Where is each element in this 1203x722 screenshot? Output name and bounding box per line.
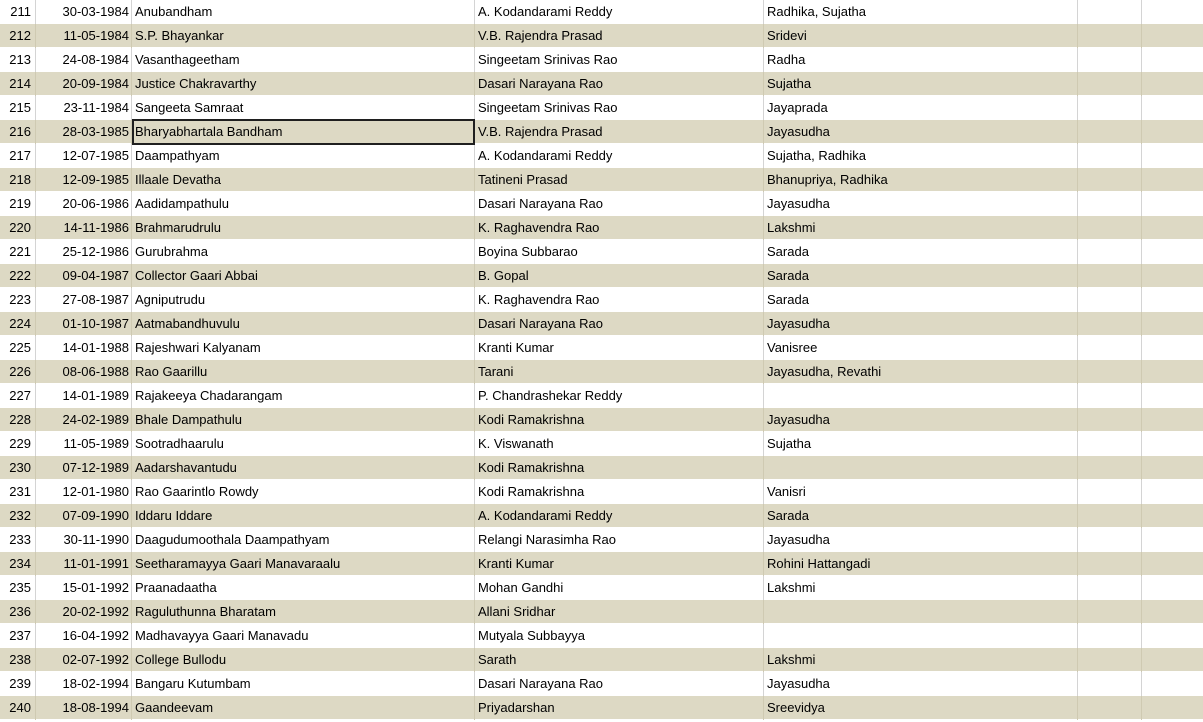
table-row [0, 672, 1203, 696]
movie-title-cell[interactable]: Illaale Devatha [132, 168, 475, 192]
row-number-cell[interactable]: 232 [0, 504, 36, 528]
director-cell[interactable]: Dasari Narayana Rao [475, 672, 764, 696]
movie-title-cell[interactable]: Aadidampathulu [132, 192, 475, 216]
empty-cell[interactable] [1142, 240, 1203, 264]
empty-cell[interactable] [1078, 576, 1142, 600]
empty-cell[interactable] [1078, 648, 1142, 672]
director-cell[interactable]: Mutyala Subbayya [475, 624, 764, 648]
actress-cell[interactable]: Jayasudha [764, 120, 1078, 144]
movie-title-cell[interactable]: Justice Chakravarthy [132, 72, 475, 96]
empty-cell[interactable] [1078, 408, 1142, 432]
director-cell[interactable]: Dasari Narayana Rao [475, 72, 764, 96]
actress-cell[interactable]: Vanisree [764, 336, 1078, 360]
actress-cell[interactable] [764, 384, 1078, 408]
empty-cell[interactable] [1142, 672, 1203, 696]
empty-cell[interactable] [1142, 216, 1203, 240]
release-date-cell[interactable]: 18-02-1994 [36, 672, 132, 696]
release-date-cell[interactable]: 12-09-1985 [36, 168, 132, 192]
actress-cell[interactable]: Sujatha [764, 72, 1078, 96]
table-row [0, 168, 1203, 192]
empty-cell[interactable] [1078, 432, 1142, 456]
director-cell[interactable]: Mohan Gandhi [475, 576, 764, 600]
movie-title-cell[interactable]: Daagudumoothala Daampathyam [132, 528, 475, 552]
table-row [0, 288, 1203, 312]
release-date-cell[interactable]: 20-09-1984 [36, 72, 132, 96]
table-row [0, 312, 1203, 336]
director-cell[interactable]: K. Raghavendra Rao [475, 216, 764, 240]
empty-cell[interactable] [1142, 72, 1203, 96]
actress-cell[interactable]: Sreevidya [764, 696, 1078, 720]
row-number-cell[interactable]: 230 [0, 456, 36, 480]
row-number-cell[interactable]: 240 [0, 696, 36, 720]
row-number-cell[interactable]: 220 [0, 216, 36, 240]
director-cell[interactable]: B. Gopal [475, 264, 764, 288]
table-row [0, 480, 1203, 504]
director-cell[interactable]: Priyadarshan [475, 696, 764, 720]
table-row [0, 336, 1203, 360]
row-number-cell[interactable]: 222 [0, 264, 36, 288]
empty-cell[interactable] [1142, 288, 1203, 312]
empty-cell[interactable] [1078, 312, 1142, 336]
empty-cell[interactable] [1078, 696, 1142, 720]
movie-title-cell[interactable]: Praanadaatha [132, 576, 475, 600]
actress-cell[interactable]: Bhanupriya, Radhika [764, 168, 1078, 192]
empty-cell[interactable] [1142, 96, 1203, 120]
director-cell[interactable]: Relangi Narasimha Rao [475, 528, 764, 552]
actress-cell[interactable]: Sarada [764, 240, 1078, 264]
row-number-cell[interactable]: 235 [0, 576, 36, 600]
row-number-cell[interactable]: 227 [0, 384, 36, 408]
movie-title-cell[interactable]: Collector Gaari Abbai [132, 264, 475, 288]
director-cell[interactable]: Kodi Ramakrishna [475, 408, 764, 432]
actress-cell[interactable]: Sridevi [764, 24, 1078, 48]
director-cell[interactable]: K. Raghavendra Rao [475, 288, 764, 312]
actress-cell[interactable]: Radha [764, 48, 1078, 72]
empty-cell[interactable] [1078, 144, 1142, 168]
empty-cell[interactable] [1078, 624, 1142, 648]
release-date-cell[interactable]: 12-01-1980 [36, 480, 132, 504]
release-date-cell[interactable]: 11-05-1984 [36, 24, 132, 48]
release-date-cell[interactable]: 28-03-1985 [36, 120, 132, 144]
row-number-cell[interactable]: 225 [0, 336, 36, 360]
empty-cell[interactable] [1078, 168, 1142, 192]
release-date-cell[interactable]: 15-01-1992 [36, 576, 132, 600]
director-cell[interactable]: Singeetam Srinivas Rao [475, 96, 764, 120]
actress-cell[interactable]: Sarada [764, 504, 1078, 528]
movie-title-cell[interactable]: Seetharamayya Gaari Manavaraalu [132, 552, 475, 576]
table-row [0, 624, 1203, 648]
actress-cell[interactable]: Jayasudha [764, 408, 1078, 432]
director-cell[interactable]: A. Kodandarami Reddy [475, 504, 764, 528]
table-row [0, 648, 1203, 672]
movie-title-cell[interactable]: Madhavayya Gaari Manavadu [132, 624, 475, 648]
empty-cell[interactable] [1078, 120, 1142, 144]
empty-cell[interactable] [1078, 24, 1142, 48]
table-row [0, 600, 1203, 624]
empty-cell[interactable] [1078, 360, 1142, 384]
empty-cell[interactable] [1078, 264, 1142, 288]
director-cell[interactable]: Boyina Subbarao [475, 240, 764, 264]
row-number-cell[interactable]: 221 [0, 240, 36, 264]
actress-cell[interactable]: Jayasudha [764, 528, 1078, 552]
empty-cell[interactable] [1142, 264, 1203, 288]
movie-title-cell[interactable]: Rajeshwari Kalyanam [132, 336, 475, 360]
table-row [0, 72, 1203, 96]
table-row [0, 576, 1203, 600]
table-row [0, 504, 1203, 528]
release-date-cell[interactable]: 08-06-1988 [36, 360, 132, 384]
release-date-cell[interactable]: 30-03-1984 [36, 0, 132, 24]
row-number-cell[interactable]: 211 [0, 0, 36, 24]
director-cell[interactable]: A. Kodandarami Reddy [475, 0, 764, 24]
director-cell[interactable]: V.B. Rajendra Prasad [475, 120, 764, 144]
row-number-cell[interactable]: 217 [0, 144, 36, 168]
table-row [0, 696, 1203, 720]
actress-cell[interactable]: Jayasudha, Revathi [764, 360, 1078, 384]
table-row [0, 0, 1203, 24]
empty-cell[interactable] [1142, 624, 1203, 648]
empty-cell[interactable] [1142, 432, 1203, 456]
table-row [0, 432, 1203, 456]
empty-cell[interactable] [1078, 672, 1142, 696]
movie-title-cell[interactable]: Raguluthunna Bharatam [132, 600, 475, 624]
release-date-cell[interactable]: 11-01-1991 [36, 552, 132, 576]
row-number-cell[interactable]: 228 [0, 408, 36, 432]
empty-cell[interactable] [1142, 192, 1203, 216]
empty-cell[interactable] [1078, 480, 1142, 504]
table-row [0, 456, 1203, 480]
table-row [0, 144, 1203, 168]
director-cell[interactable]: Singeetam Srinivas Rao [475, 48, 764, 72]
movie-title-cell[interactable]: Sangeeta Samraat [132, 96, 475, 120]
empty-cell[interactable] [1142, 48, 1203, 72]
row-number-cell[interactable]: 214 [0, 72, 36, 96]
row-number-cell[interactable]: 219 [0, 192, 36, 216]
row-number-cell[interactable]: 212 [0, 24, 36, 48]
empty-cell[interactable] [1078, 72, 1142, 96]
row-number-cell[interactable]: 213 [0, 48, 36, 72]
movie-title-cell[interactable]: Gaandeevam [132, 696, 475, 720]
release-date-cell[interactable]: 01-10-1987 [36, 312, 132, 336]
director-cell[interactable]: Dasari Narayana Rao [475, 192, 764, 216]
release-date-cell[interactable]: 14-01-1988 [36, 336, 132, 360]
table-row [0, 192, 1203, 216]
movie-title-cell[interactable]: Anubandham [132, 0, 475, 24]
table-row [0, 528, 1203, 552]
actress-cell[interactable]: Sujatha [764, 432, 1078, 456]
actress-cell[interactable] [764, 624, 1078, 648]
actress-cell[interactable] [764, 600, 1078, 624]
table-row [0, 360, 1203, 384]
release-date-cell[interactable]: 09-04-1987 [36, 264, 132, 288]
empty-cell[interactable] [1078, 528, 1142, 552]
actress-cell[interactable]: Sarada [764, 288, 1078, 312]
empty-cell[interactable] [1078, 504, 1142, 528]
release-date-cell[interactable]: 27-08-1987 [36, 288, 132, 312]
release-date-cell[interactable]: 07-09-1990 [36, 504, 132, 528]
actress-cell[interactable]: Vanisri [764, 480, 1078, 504]
actress-cell[interactable]: Lakshmi [764, 216, 1078, 240]
empty-cell[interactable] [1078, 384, 1142, 408]
empty-cell[interactable] [1142, 552, 1203, 576]
row-number-cell[interactable]: 237 [0, 624, 36, 648]
row-number-cell[interactable]: 233 [0, 528, 36, 552]
row-number-cell[interactable]: 223 [0, 288, 36, 312]
table-row [0, 240, 1203, 264]
row-number-cell[interactable]: 231 [0, 480, 36, 504]
empty-cell[interactable] [1142, 456, 1203, 480]
actress-cell[interactable] [764, 456, 1078, 480]
empty-cell[interactable] [1142, 504, 1203, 528]
empty-cell[interactable] [1142, 600, 1203, 624]
row-number-cell[interactable]: 216 [0, 120, 36, 144]
empty-cell[interactable] [1078, 0, 1142, 24]
actress-cell[interactable]: Sujatha, Radhika [764, 144, 1078, 168]
table-row [0, 408, 1203, 432]
empty-cell[interactable] [1142, 648, 1203, 672]
empty-cell[interactable] [1142, 24, 1203, 48]
empty-cell[interactable] [1078, 96, 1142, 120]
table-row [0, 264, 1203, 288]
actress-cell[interactable]: Jayasudha [764, 672, 1078, 696]
empty-cell[interactable] [1142, 144, 1203, 168]
table-row [0, 552, 1203, 576]
release-date-cell[interactable]: 24-08-1984 [36, 48, 132, 72]
table-row [0, 120, 1203, 144]
release-date-cell[interactable]: 14-01-1989 [36, 384, 132, 408]
row-number-cell[interactable]: 224 [0, 312, 36, 336]
director-cell[interactable]: Allani Sridhar [475, 600, 764, 624]
empty-cell[interactable] [1142, 696, 1203, 720]
director-cell[interactable]: K. Viswanath [475, 432, 764, 456]
movie-title-cell[interactable]: Vasanthageetham [132, 48, 475, 72]
actress-cell[interactable]: Jayaprada [764, 96, 1078, 120]
release-date-cell[interactable]: 14-11-1986 [36, 216, 132, 240]
movie-title-cell[interactable]: Rao Gaarintlo Rowdy [132, 480, 475, 504]
release-date-cell[interactable]: 25-12-1986 [36, 240, 132, 264]
director-cell[interactable]: V.B. Rajendra Prasad [475, 24, 764, 48]
row-number-cell[interactable]: 226 [0, 360, 36, 384]
actress-cell[interactable]: Rohini Hattangadi [764, 552, 1078, 576]
empty-cell[interactable] [1142, 120, 1203, 144]
table-row [0, 216, 1203, 240]
empty-cell[interactable] [1142, 0, 1203, 24]
release-date-cell[interactable]: 23-11-1984 [36, 96, 132, 120]
empty-cell[interactable] [1078, 48, 1142, 72]
empty-cell[interactable] [1142, 408, 1203, 432]
director-cell[interactable]: Dasari Narayana Rao [475, 312, 764, 336]
actress-cell[interactable]: Sarada [764, 264, 1078, 288]
movie-title-cell[interactable]: Bangaru Kutumbam [132, 672, 475, 696]
empty-cell[interactable] [1142, 312, 1203, 336]
movie-title-cell[interactable]: S.P. Bhayankar [132, 24, 475, 48]
release-date-cell[interactable]: 24-02-1989 [36, 408, 132, 432]
empty-cell[interactable] [1078, 288, 1142, 312]
movie-title-cell[interactable]: Bharyabhartala Bandham [132, 120, 475, 144]
movie-title-cell[interactable]: Rajakeeya Chadarangam [132, 384, 475, 408]
row-number-cell[interactable]: 239 [0, 672, 36, 696]
director-cell[interactable]: Kranti Kumar [475, 336, 764, 360]
movie-title-cell[interactable]: Rao Gaarillu [132, 360, 475, 384]
empty-cell[interactable] [1078, 240, 1142, 264]
table-row [0, 96, 1203, 120]
director-cell[interactable]: P. Chandrashekar Reddy [475, 384, 764, 408]
release-date-cell[interactable]: 30-11-1990 [36, 528, 132, 552]
empty-cell[interactable] [1142, 480, 1203, 504]
release-date-cell[interactable]: 02-07-1992 [36, 648, 132, 672]
actress-cell[interactable]: Radhika, Sujatha [764, 0, 1078, 24]
release-date-cell[interactable]: 20-06-1986 [36, 192, 132, 216]
empty-cell[interactable] [1142, 576, 1203, 600]
empty-cell[interactable] [1142, 528, 1203, 552]
director-cell[interactable]: Tarani [475, 360, 764, 384]
empty-cell[interactable] [1142, 168, 1203, 192]
row-number-cell[interactable]: 236 [0, 600, 36, 624]
director-cell[interactable]: Kodi Ramakrishna [475, 480, 764, 504]
actress-cell[interactable]: Jayasudha [764, 192, 1078, 216]
movie-title-cell[interactable]: Bhale Dampathulu [132, 408, 475, 432]
empty-cell[interactable] [1078, 336, 1142, 360]
movie-title-cell[interactable]: Aadarshavantudu [132, 456, 475, 480]
row-number-cell[interactable]: 234 [0, 552, 36, 576]
table-row [0, 48, 1203, 72]
row-number-cell[interactable]: 238 [0, 648, 36, 672]
director-cell[interactable]: Kodi Ramakrishna [475, 456, 764, 480]
movie-title-cell[interactable]: Agniputrudu [132, 288, 475, 312]
table-row [0, 384, 1203, 408]
movie-title-cell[interactable]: Sootradhaarulu [132, 432, 475, 456]
director-cell[interactable]: Sarath [475, 648, 764, 672]
row-number-cell[interactable]: 218 [0, 168, 36, 192]
empty-cell[interactable] [1142, 360, 1203, 384]
row-number-cell[interactable]: 215 [0, 96, 36, 120]
release-date-cell[interactable]: 20-02-1992 [36, 600, 132, 624]
actress-cell[interactable]: Lakshmi [764, 648, 1078, 672]
empty-cell[interactable] [1142, 336, 1203, 360]
movie-title-cell[interactable]: Aatmabandhuvulu [132, 312, 475, 336]
actress-cell[interactable]: Lakshmi [764, 576, 1078, 600]
table-row [0, 24, 1203, 48]
empty-cell[interactable] [1078, 456, 1142, 480]
empty-cell[interactable] [1078, 192, 1142, 216]
director-cell[interactable]: Kranti Kumar [475, 552, 764, 576]
empty-cell[interactable] [1078, 552, 1142, 576]
release-date-cell[interactable]: 11-05-1989 [36, 432, 132, 456]
movie-title-cell[interactable]: Iddaru Iddare [132, 504, 475, 528]
row-number-cell[interactable]: 229 [0, 432, 36, 456]
empty-cell[interactable] [1078, 600, 1142, 624]
movie-title-cell[interactable]: Gurubrahma [132, 240, 475, 264]
movie-title-cell[interactable]: Brahmarudrulu [132, 216, 475, 240]
release-date-cell[interactable]: 07-12-1989 [36, 456, 132, 480]
empty-cell[interactable] [1142, 384, 1203, 408]
release-date-cell[interactable]: 16-04-1992 [36, 624, 132, 648]
empty-cell[interactable] [1078, 216, 1142, 240]
release-date-cell[interactable]: 12-07-1985 [36, 144, 132, 168]
movie-title-cell[interactable]: College Bullodu [132, 648, 475, 672]
director-cell[interactable]: Tatineni Prasad [475, 168, 764, 192]
release-date-cell[interactable]: 18-08-1994 [36, 696, 132, 720]
actress-cell[interactable]: Jayasudha [764, 312, 1078, 336]
director-cell[interactable]: A. Kodandarami Reddy [475, 144, 764, 168]
movie-title-cell[interactable]: Daampathyam [132, 144, 475, 168]
